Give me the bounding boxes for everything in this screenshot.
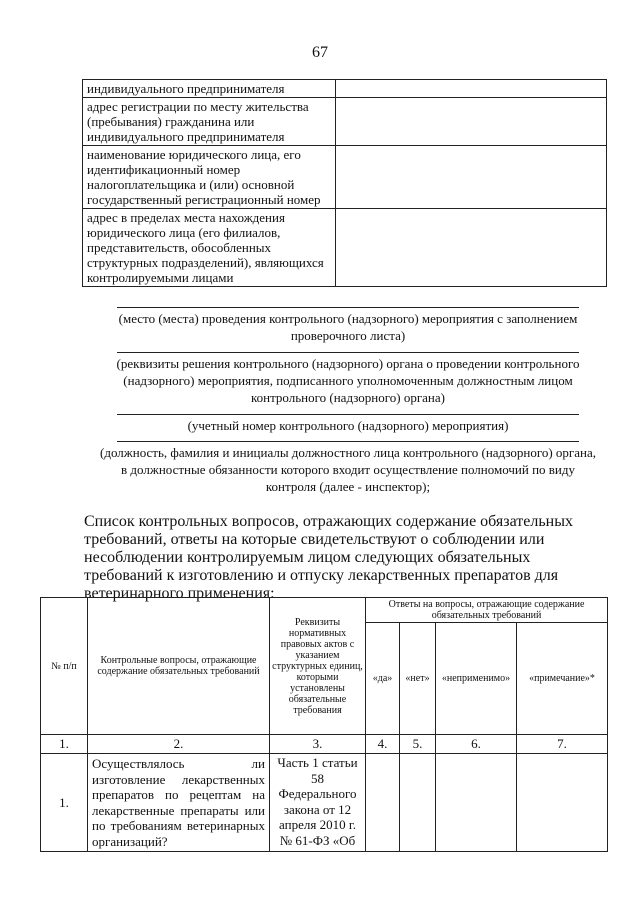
header-yes: «да» xyxy=(366,623,400,735)
table-row xyxy=(83,98,607,146)
info-label: индивидуального предпринимателя xyxy=(83,80,336,98)
info-value xyxy=(336,209,607,287)
info-value xyxy=(336,98,607,146)
decision-caption: (реквизиты решения контрольного (надзорного) органа о проведении контрольного (надзорного) мероприятия, подписанного уполномоченным должностным лицом контрольного (надзорного) органа) xyxy=(116,356,580,405)
header-num: № п/п xyxy=(41,598,88,735)
page-number: 67 xyxy=(312,44,328,61)
header-question: Контрольные вопросы, отражающие содержание обязательных требований xyxy=(88,598,270,735)
column-number: 3. xyxy=(270,735,366,754)
requisites-cell: Часть 1 статьи 58 Федерального закона от 12 апреля 2010 г. № 61-ФЗ «Об xyxy=(270,754,366,852)
column-number: 5. xyxy=(400,735,436,754)
table-row xyxy=(41,754,608,852)
record-number-caption: (учетный номер контрольного (надзорного) мероприятия) xyxy=(187,418,509,433)
header-requisites: Реквизиты нормативных правовых актов с указанием структурных единиц, которыми установлены обязательные требования xyxy=(270,598,366,735)
inspector-caption: (должность, фамилия и инициалы должностного лица контрольного (надзорного) органа, в должностные обязанности которого входит осуществление полномочий по виду контроля (далее - инспектор); xyxy=(100,445,597,494)
row-number: 1. xyxy=(41,754,88,852)
checklist-heading: Список контрольных вопросов, отражающих содержание обязательных требований, ответы на которые свидетельствуют о соблюдении или несоблюдении контролируемым лицом следующих обязательных требований к изготовлению и отпуску лекарственных препаратов для ветеринарного применения: xyxy=(84,513,573,602)
column-number: 1. xyxy=(41,735,88,754)
checklist-table xyxy=(40,597,608,852)
answer-na-cell[interactable] xyxy=(436,754,517,852)
info-label: адрес в пределах места нахождения юридического лица (его филиалов, представительств, обособленных структурных подразделений), являющихся контролируемыми лицами xyxy=(83,209,336,287)
table-row xyxy=(83,209,607,287)
signature-line xyxy=(117,441,579,442)
header-note: «примечание»* xyxy=(517,623,608,735)
info-value xyxy=(336,80,607,98)
info-label: наименование юридического лица, его идентификационный номер налогоплательщика и (или) основной государственный регистрационный номер xyxy=(83,146,336,209)
answer-no-cell[interactable] xyxy=(400,754,436,852)
subject-info-table xyxy=(82,79,607,287)
column-number: 7. xyxy=(517,735,608,754)
place-caption: (место (места) проведения контрольного (надзорного) мероприятия с заполнением проверочного листа) xyxy=(118,311,578,343)
signature-line xyxy=(117,414,579,415)
column-number: 6. xyxy=(436,735,517,754)
header-row xyxy=(41,598,608,623)
column-number: 2. xyxy=(88,735,270,754)
table-row xyxy=(83,146,607,209)
table-row xyxy=(83,80,607,98)
header-answers-group: Ответы на вопросы, отражающие содержание обязательных требований xyxy=(366,598,608,623)
column-numbers-row xyxy=(41,735,608,754)
info-label: адрес регистрации по месту жительства (пребывания) гражданина или индивидуального предпринимателя xyxy=(83,98,336,146)
answer-yes-cell[interactable] xyxy=(366,754,400,852)
info-value xyxy=(336,146,607,209)
signature-line xyxy=(117,352,579,353)
header-na: «неприменимо» xyxy=(436,623,517,735)
question-cell: Осуществлялось ли изготовление лекарственных препаратов по рецептам на лекарственные препараты или по требованиям ветеринарных организаций? xyxy=(88,754,270,852)
signature-line xyxy=(117,307,579,308)
header-no: «нет» xyxy=(400,623,436,735)
answer-note-cell[interactable] xyxy=(517,754,608,852)
column-number: 4. xyxy=(366,735,400,754)
